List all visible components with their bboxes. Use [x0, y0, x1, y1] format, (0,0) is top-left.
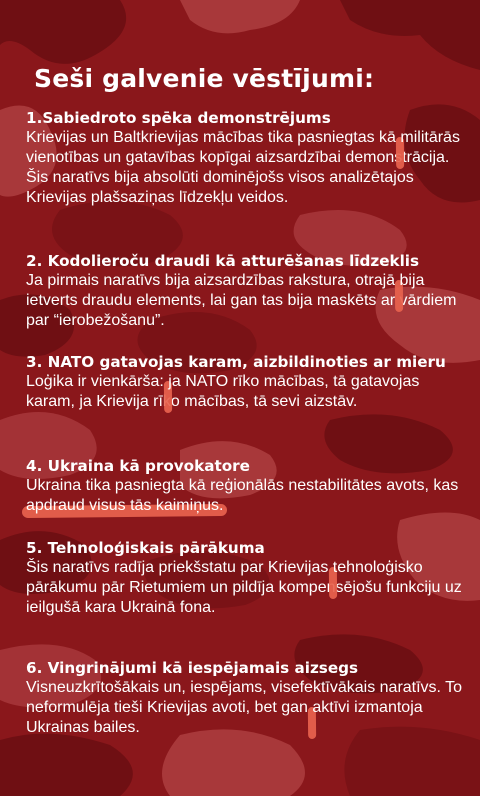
highlighted-phrase: militārās vienotības [26, 129, 460, 166]
section-3 [26, 352, 466, 412]
body-text: ja Krievija rīko mācības, tā sevi aizstāv. [74, 393, 358, 410]
section-2 [26, 251, 466, 331]
section-body [26, 678, 466, 738]
section-5 [26, 538, 466, 618]
body-text: Loģika ir vienkārša: [26, 373, 169, 390]
section-heading: 1.Sabiedroto spēka demonstrējums [26, 109, 331, 127]
section-heading: 6. Vingrinājumi kā iespējamais aizsegs [26, 659, 359, 677]
highlighted-phrase: tehnoloģisko pārākumu pār Rietumiem [26, 559, 423, 596]
body-text: Visneuzkrītošākais un, iespējams, visefektīvākais naratīvs. To neformulēja tieši Krievijas avoti, bet gan [26, 679, 463, 716]
highlighted-phrase: aktīvi izmantoja Ukrainas bailes. [26, 699, 423, 736]
body-text: un pildīja kompensējošu funkciju uz ieilgušā kara Ukrainā fona. [26, 579, 462, 616]
highlighted-phrase: ja NATO rīko mācības, tā gatavojas karam, [26, 373, 420, 410]
body-text: un gatavības kopīgai aizsardzībai demonstrācija. Šis naratīvs bija absolūti dominējošs visos analizētajos Krievijas plašsaziņas līdzekļu veidos. [26, 149, 450, 206]
section-heading: 5. Tehnoloģiskais pārākuma [26, 539, 265, 557]
section-body [26, 128, 466, 208]
section-4 [26, 456, 466, 516]
section-body [26, 558, 466, 618]
body-text: lai gan tas bija maskēts ar vārdiem par “ierobežošanu”. [26, 292, 457, 329]
body-text: Ja pirmais naratīvs bija aizsardzības rakstura, otrajā [26, 272, 400, 289]
body-text: Ukraina tika pasniegta kā reģionālās nestabilitātes avots, kas [26, 477, 459, 494]
page-title: Seši galvenie vēstījumi: [34, 64, 375, 93]
section-heading: 3. NATO gatavojas karam, aizbildinoties ar mieru [26, 353, 446, 371]
highlighted-phrase: bija ietverts draudu elements, [26, 272, 425, 309]
body-text: Krievijas un Baltkrievijas mācības tika pasniegtas kā [26, 129, 401, 146]
section-body [26, 476, 466, 516]
body-text: Šis naratīvs radīja priekšstatu par Krievijas [26, 559, 333, 576]
highlighted-phrase: apdraud visus tās kaimiņus. [26, 497, 224, 514]
section-body [26, 271, 466, 331]
section-heading: 4. Ukraina kā provokatore [26, 457, 250, 475]
section-6 [26, 658, 466, 738]
section-1 [26, 108, 466, 208]
section-body [26, 372, 466, 412]
section-heading: 2. Kodolieroču draudi kā atturēšanas līdzeklis [26, 252, 420, 270]
